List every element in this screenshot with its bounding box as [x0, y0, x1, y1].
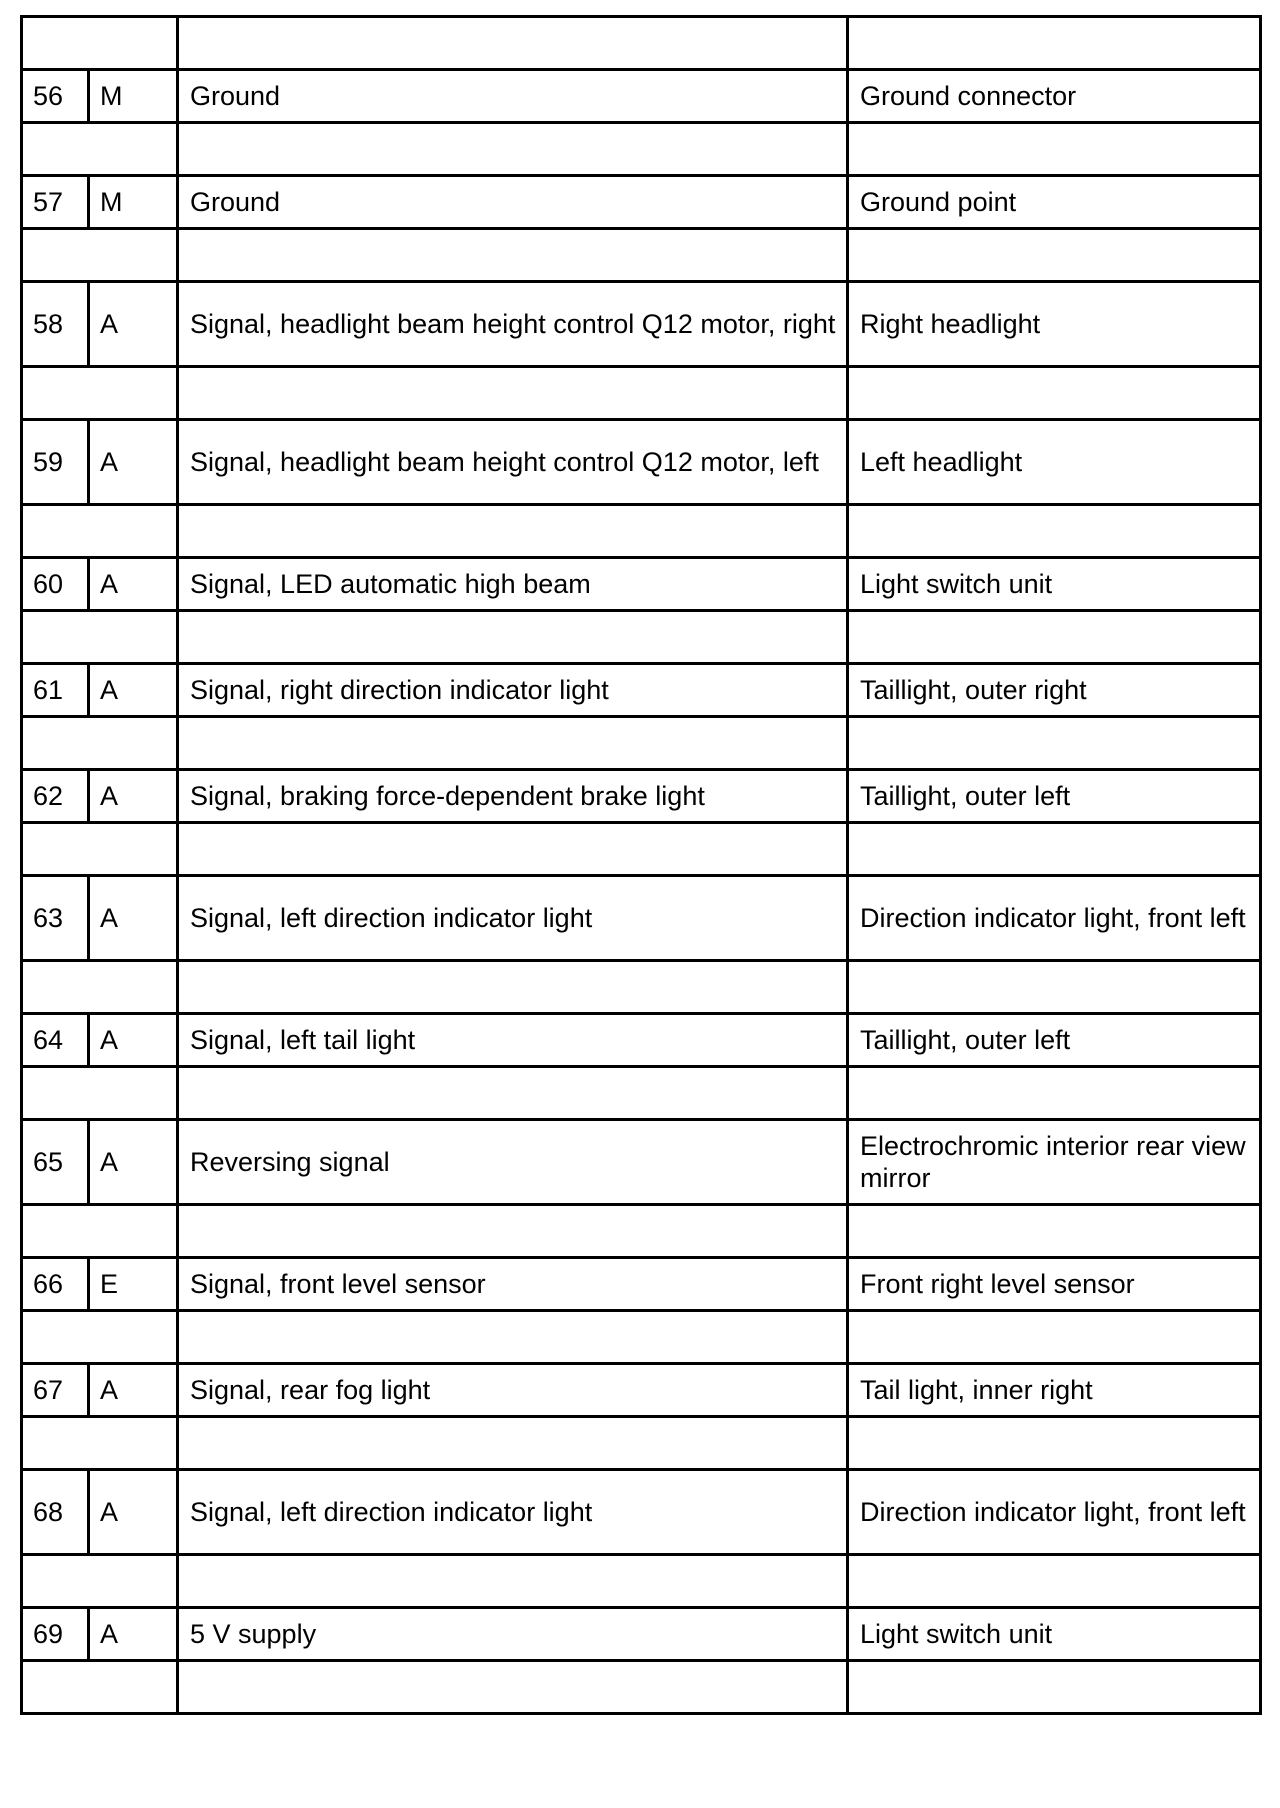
- signal-type: A: [89, 1120, 178, 1205]
- connected-component: Tail light, inner right: [848, 1364, 1261, 1417]
- connected-component: Light switch unit: [848, 1608, 1261, 1661]
- spacer-row: [22, 367, 1261, 420]
- signal-description: Signal, LED automatic high beam: [178, 558, 848, 611]
- empty-cell: [848, 17, 1261, 70]
- empty-cell: [178, 229, 848, 282]
- signal-description: Reversing signal: [178, 1120, 848, 1205]
- spacer-row: [22, 229, 1261, 282]
- empty-cell: [22, 1555, 178, 1608]
- empty-cell: [178, 1067, 848, 1120]
- empty-cell: [22, 1205, 178, 1258]
- spacer-row: [22, 123, 1261, 176]
- empty-cell: [22, 1661, 178, 1714]
- pin-number: 68: [22, 1470, 89, 1555]
- empty-cell: [22, 1067, 178, 1120]
- connected-component: Taillight, outer right: [848, 664, 1261, 717]
- empty-cell: [178, 1311, 848, 1364]
- empty-cell: [848, 717, 1261, 770]
- connected-component: Left headlight: [848, 420, 1261, 505]
- signal-type: A: [89, 1608, 178, 1661]
- empty-cell: [22, 229, 178, 282]
- empty-cell: [848, 229, 1261, 282]
- table-row: [22, 420, 1261, 505]
- pin-number: 63: [22, 876, 89, 961]
- connected-component: Direction indicator light, front left: [848, 876, 1261, 961]
- connected-component: Ground point: [848, 176, 1261, 229]
- empty-cell: [848, 1417, 1261, 1470]
- empty-cell: [848, 611, 1261, 664]
- empty-cell: [178, 505, 848, 558]
- empty-cell: [178, 1205, 848, 1258]
- pin-number: 64: [22, 1014, 89, 1067]
- pin-number: 59: [22, 420, 89, 505]
- empty-cell: [178, 17, 848, 70]
- signal-description: Signal, headlight beam height control Q12 motor, right: [178, 282, 848, 367]
- spacer-row: [22, 961, 1261, 1014]
- signal-type: M: [89, 70, 178, 123]
- empty-cell: [178, 717, 848, 770]
- spacer-row: [22, 1205, 1261, 1258]
- connected-component: Taillight, outer left: [848, 1014, 1261, 1067]
- empty-cell: [22, 17, 178, 70]
- empty-cell: [178, 1417, 848, 1470]
- pin-number: 57: [22, 176, 89, 229]
- table-row: [22, 1258, 1261, 1311]
- signal-type: A: [89, 876, 178, 961]
- pin-assignment-table: [20, 15, 1262, 1715]
- empty-cell: [178, 1661, 848, 1714]
- signal-type: M: [89, 176, 178, 229]
- table-row: [22, 1120, 1261, 1205]
- signal-description: Signal, left tail light: [178, 1014, 848, 1067]
- signal-description: Signal, front level sensor: [178, 1258, 848, 1311]
- empty-cell: [848, 123, 1261, 176]
- spacer-row: [22, 1661, 1261, 1714]
- table-row: [22, 1470, 1261, 1555]
- empty-cell: [848, 505, 1261, 558]
- signal-description: Signal, right direction indicator light: [178, 664, 848, 717]
- empty-cell: [848, 1555, 1261, 1608]
- pin-number: 60: [22, 558, 89, 611]
- empty-cell: [22, 1311, 178, 1364]
- connected-component: Taillight, outer left: [848, 770, 1261, 823]
- empty-cell: [848, 1311, 1261, 1364]
- connected-component: Light switch unit: [848, 558, 1261, 611]
- pin-number: 65: [22, 1120, 89, 1205]
- empty-cell: [178, 823, 848, 876]
- connected-component: Right headlight: [848, 282, 1261, 367]
- empty-cell: [22, 505, 178, 558]
- pin-number: 58: [22, 282, 89, 367]
- empty-cell: [22, 823, 178, 876]
- pin-number: 56: [22, 70, 89, 123]
- table-row: [22, 558, 1261, 611]
- connected-component: Electrochromic interior rear view mirror: [848, 1120, 1261, 1205]
- pin-number: 62: [22, 770, 89, 823]
- connected-component: Front right level sensor: [848, 1258, 1261, 1311]
- pin-number: 67: [22, 1364, 89, 1417]
- signal-description: Ground: [178, 70, 848, 123]
- signal-description: Ground: [178, 176, 848, 229]
- empty-cell: [848, 961, 1261, 1014]
- table-row: [22, 1608, 1261, 1661]
- spacer-row: [22, 1417, 1261, 1470]
- spacer-row: [22, 611, 1261, 664]
- empty-cell: [22, 717, 178, 770]
- signal-type: A: [89, 1470, 178, 1555]
- signal-type: E: [89, 1258, 178, 1311]
- table-row: [22, 770, 1261, 823]
- pin-number: 69: [22, 1608, 89, 1661]
- spacer-row: [22, 823, 1261, 876]
- signal-type: A: [89, 282, 178, 367]
- signal-description: Signal, rear fog light: [178, 1364, 848, 1417]
- empty-cell: [848, 367, 1261, 420]
- signal-description: Signal, left direction indicator light: [178, 1470, 848, 1555]
- empty-cell: [178, 961, 848, 1014]
- connected-component: Direction indicator light, front left: [848, 1470, 1261, 1555]
- empty-cell: [178, 611, 848, 664]
- signal-type: A: [89, 770, 178, 823]
- empty-cell: [178, 1555, 848, 1608]
- empty-cell: [848, 1661, 1261, 1714]
- empty-cell: [848, 1067, 1261, 1120]
- spacer-row: [22, 1311, 1261, 1364]
- pin-number: 66: [22, 1258, 89, 1311]
- connected-component: Ground connector: [848, 70, 1261, 123]
- signal-description: Signal, left direction indicator light: [178, 876, 848, 961]
- signal-type: A: [89, 664, 178, 717]
- empty-cell: [22, 1417, 178, 1470]
- signal-description: 5 V supply: [178, 1608, 848, 1661]
- signal-description: Signal, braking force-dependent brake light: [178, 770, 848, 823]
- table-row: [22, 1364, 1261, 1417]
- empty-cell: [22, 961, 178, 1014]
- spacer-row: [22, 717, 1261, 770]
- empty-cell: [848, 823, 1261, 876]
- empty-cell: [22, 611, 178, 664]
- table-row: [22, 1014, 1261, 1067]
- empty-cell: [22, 123, 178, 176]
- signal-type: A: [89, 558, 178, 611]
- table-row: [22, 70, 1261, 123]
- spacer-row: [22, 1067, 1261, 1120]
- signal-type: A: [89, 1364, 178, 1417]
- table-row: [22, 664, 1261, 717]
- table-row: [22, 876, 1261, 961]
- signal-description: Signal, headlight beam height control Q12 motor, left: [178, 420, 848, 505]
- empty-cell: [178, 367, 848, 420]
- signal-type: A: [89, 420, 178, 505]
- empty-cell: [848, 1205, 1261, 1258]
- spacer-row: [22, 505, 1261, 558]
- table-row: [22, 282, 1261, 367]
- spacer-row: [22, 1555, 1261, 1608]
- spacer-row: [22, 17, 1261, 70]
- pin-number: 61: [22, 664, 89, 717]
- empty-cell: [22, 367, 178, 420]
- signal-type: A: [89, 1014, 178, 1067]
- table-row: [22, 176, 1261, 229]
- empty-cell: [178, 123, 848, 176]
